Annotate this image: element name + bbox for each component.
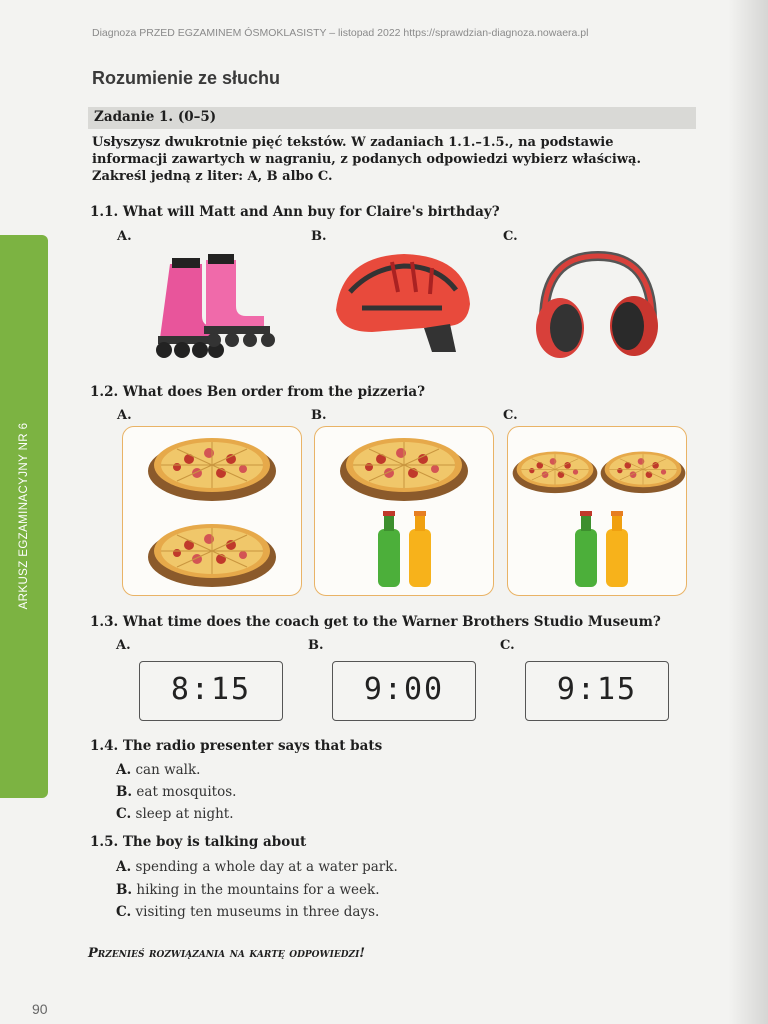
pizza-icon xyxy=(147,515,277,589)
pizza-icon xyxy=(512,445,598,495)
question-1-3: 1.3. What time does the coach get to the Warner Brothers Studio Museum? xyxy=(90,614,661,630)
q3-option-b-clock xyxy=(332,661,476,721)
pizza-icon xyxy=(147,429,277,503)
section-title: Rozumienie ze słuchu xyxy=(92,68,281,88)
clock-time: 9:15 xyxy=(556,672,638,707)
q3-option-a-clock xyxy=(139,661,283,721)
q3-option-b-letter: B. xyxy=(308,638,324,653)
clock-time: 9:00 xyxy=(363,672,445,707)
q1-option-b-letter: B. xyxy=(311,229,327,244)
pizza-icon xyxy=(339,429,469,503)
q1-option-c-letter: C. xyxy=(503,229,518,244)
question-1-5: 1.5. The boy is talking about xyxy=(90,834,307,850)
q2-option-c-frame xyxy=(507,426,687,596)
q3-option-a-letter: A. xyxy=(116,638,131,653)
q1-option-a-letter: A. xyxy=(117,229,132,244)
q4-option-a: A. can walk. xyxy=(116,762,201,778)
task-instructions: Usłyszysz dwukrotnie pięć tekstów. W zadaniach 1.1.–1.5., na podstawie informacji zawartych w nagraniu, z podanych odpowiedzi wybierz właściwą. Zakreśl jedną z liter: A, B albo C. xyxy=(92,135,642,184)
page-shadow xyxy=(728,0,768,1024)
q2-option-a-frame xyxy=(122,426,302,596)
task-bar xyxy=(88,107,696,129)
soda-bottles-icon xyxy=(570,511,634,589)
question-1-2: 1.2. What does Ben order from the pizzeria? xyxy=(90,384,425,400)
roller-skates-icon xyxy=(150,254,282,364)
question-1-4: 1.4. The radio presenter says that bats xyxy=(90,738,383,754)
q4-option-c: C. sleep at night. xyxy=(116,806,234,822)
q2-option-b-letter: B. xyxy=(311,408,327,423)
bike-helmet-icon xyxy=(332,252,472,360)
clock-time: 8:15 xyxy=(170,672,252,707)
q2-option-a-letter: A. xyxy=(117,408,132,423)
q3-option-c-clock xyxy=(525,661,669,721)
q5-option-b: B. hiking in the mountains for a week. xyxy=(116,882,380,898)
q5-option-a: A. spending a whole day at a water park. xyxy=(116,859,398,875)
side-tab xyxy=(0,235,48,798)
pizza-icon xyxy=(600,445,686,495)
q3-option-c-letter: C. xyxy=(500,638,515,653)
q4-option-b: B. eat mosquitos. xyxy=(116,784,237,800)
question-1-1: 1.1. What will Matt and Ann buy for Claire's birthday? xyxy=(90,204,500,220)
transfer-answers-note: Przenieś rozwiązania na kartę odpowiedzi! xyxy=(88,946,365,961)
q2-option-b-frame xyxy=(314,426,494,596)
page-header: Diagnoza PRZED EGZAMINEM ÓSMOKLASISTY – listopad 2022 https://sprawdzian-diagnoza.nowaera.pl xyxy=(92,27,589,39)
q5-option-c: C. visiting ten museums in three days. xyxy=(116,904,380,920)
page-number: 90 xyxy=(32,1001,48,1017)
task-title: Zadanie 1. (0–5) xyxy=(94,109,217,125)
headphones-icon xyxy=(530,250,665,360)
q2-option-c-letter: C. xyxy=(503,408,518,423)
side-tab-label: ARKUSZ EGZAMINACYJNY NR 6 xyxy=(18,422,30,610)
soda-bottles-icon xyxy=(373,511,437,589)
